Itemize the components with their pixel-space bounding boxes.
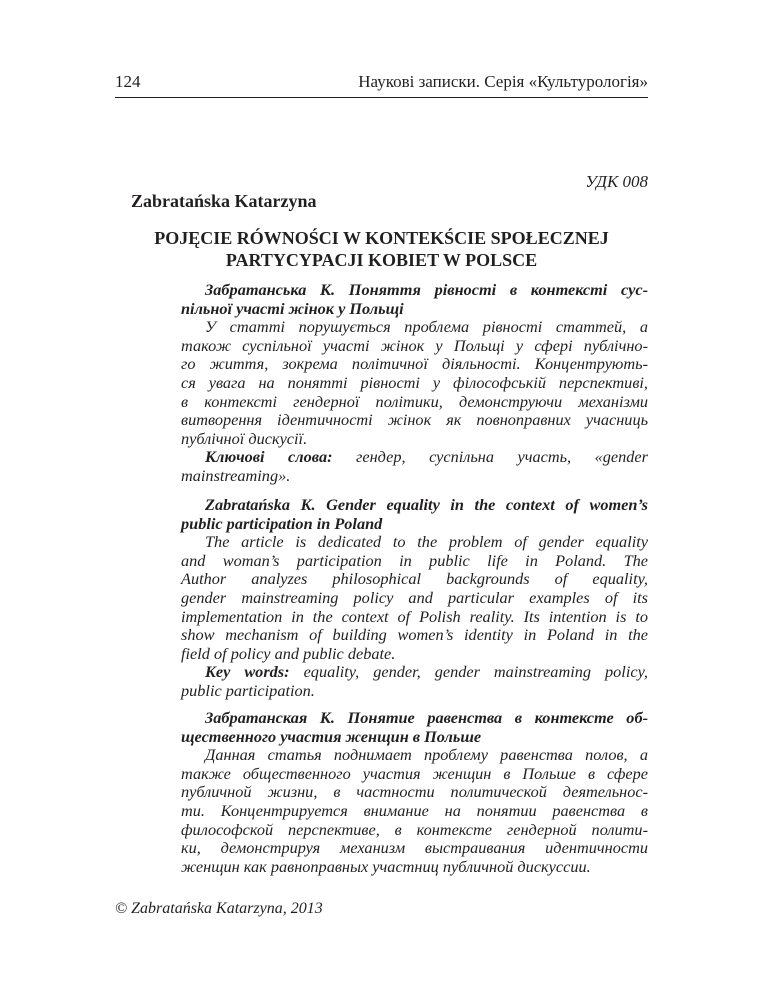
abstract-line: также общественного участия женщин в Польше в сфере (181, 763, 648, 783)
keywords-text: гендер, суспільна участь, «gender (356, 447, 648, 467)
abstract-line: gender mainstreaming policy and particular examples of its (181, 587, 648, 607)
abstract-line: також суспільної участі жінок у Польщі у сфері публічно- (181, 335, 648, 355)
keywords-text: mainstreaming». (181, 465, 291, 485)
udk-code: УДК 008 (585, 172, 648, 191)
abstract-heading: пільної участі жінок у Польщі (181, 298, 404, 318)
abstract-line: The article is dedicated to the problem of gender equality (205, 532, 648, 552)
abstract-line: У статті порушується проблема рівності статтей, а (205, 317, 648, 337)
keywords-text: public participation. (181, 680, 315, 700)
abstract-english (181, 496, 648, 701)
abstract-ukrainian (181, 281, 648, 486)
abstract-heading: щественного участия женщин в Польше (181, 726, 482, 746)
abstract-line: ти. Концентрируется внимание на понятии равенства в (181, 800, 648, 820)
abstract-heading: Zabratańska K. Gender equality in the context of women’s (205, 495, 648, 514)
abstract-heading: Забратанская К. Понятие равенства в контексте об- (205, 708, 648, 727)
author-name: Zabratańska Katarzyna (131, 191, 317, 211)
abstract-line: ся увага на понятті рівності у філософській перспективі, (181, 372, 648, 392)
abstract-line: show mechanism of building women’s identity in Poland in the (181, 625, 648, 645)
abstract-line: ки, демонстрируя механизм выстраивания идентичности (181, 838, 648, 858)
abstract-line: публічної дискусії. (181, 428, 308, 448)
abstract-line: философской перспективе, в контексте гендерной полити- (181, 819, 648, 839)
article-title-line-1: POJĘCIE RÓWNOŚCI W KONTEKŚCIE SPOŁECZNEJ (154, 228, 609, 248)
abstract-line: field of policy and public debate. (181, 643, 396, 663)
keywords-label: Ключові слова: (205, 447, 333, 467)
keywords-label: Key words: (205, 662, 290, 682)
journal-series-title: Наукові записки. Серія «Культурологія» (358, 72, 648, 91)
abstract-line: витворення ідентичності жінок як повноправних учасниць (181, 410, 648, 430)
abstract-line: Данная статья поднимает проблему равенства полов, а (205, 745, 648, 765)
running-header (115, 63, 648, 98)
abstract-heading: Забратанська К. Поняття рівності в контексті сус- (205, 280, 648, 299)
abstract-line: implementation in the context of Polish reality. Its intention is to (181, 606, 648, 626)
abstract-line: женщин как равноправных участниц публичной дискуссии. (181, 856, 591, 876)
abstract-line: and woman’s participation in public life in Poland. The (181, 550, 648, 570)
keywords-text: equality, gender, gender mainstreaming policy, (303, 662, 648, 682)
article-title (115, 227, 648, 271)
page-number: 124 (115, 72, 141, 91)
abstract-russian (181, 709, 648, 876)
copyright-notice: © Zabratańska Katarzyna, 2013 (115, 900, 323, 917)
abstract-line: в контексті гендерної політики, демонструючи механізми (181, 391, 648, 411)
abstract-line: Author analyzes philosophical backgrounds of equality, (181, 569, 648, 589)
article-title-line-2: PARTYCYPACJI KOBIET W POLSCE (225, 250, 538, 270)
keywords-line (181, 448, 648, 467)
abstract-line: публичной жизни, в частности политической деятельнос- (181, 782, 648, 802)
abstract-line: го життя, зокрема політичної діяльності. Концентрують- (181, 354, 648, 374)
abstract-heading: public participation in Poland (181, 513, 383, 533)
keywords-line (181, 663, 648, 682)
